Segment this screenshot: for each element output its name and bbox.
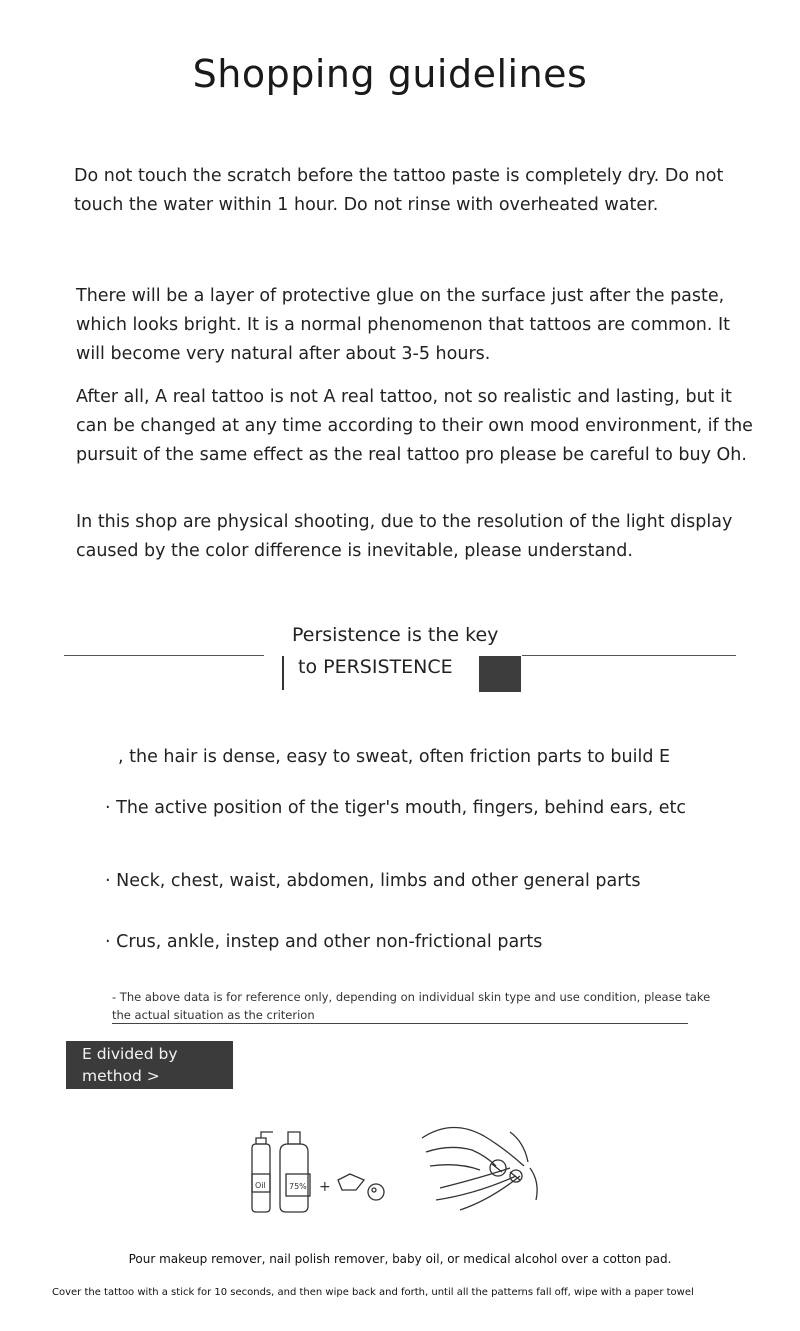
bottle2-label: 75% bbox=[289, 1182, 307, 1191]
removal-illustration bbox=[240, 1118, 560, 1228]
method-button-line2: method > bbox=[82, 1067, 160, 1085]
heading-accent-square bbox=[479, 656, 521, 692]
note-underline bbox=[112, 1023, 688, 1024]
section-heading-line2: to PERSISTENCE bbox=[298, 656, 453, 678]
reference-note: - The above data is for reference only, depending on individual skin type and use condition, please take the actual situation as the criterion bbox=[112, 990, 711, 1022]
section-divider-right bbox=[522, 655, 736, 656]
section-heading-line1: Persistence is the key bbox=[292, 624, 499, 646]
section-divider-left bbox=[64, 655, 264, 656]
heading-accent-bar bbox=[282, 656, 284, 690]
list-item: · Crus, ankle, instep and other non-frictional parts bbox=[105, 932, 543, 952]
paragraph-drying: Do not touch the scratch before the tattoo paste is completely dry. Do not touch the water within 1 hour. Do not rinse with overheated water. bbox=[74, 166, 724, 215]
paragraph-real-tattoo: After all, A real tattoo is not A real tattoo, not so realistic and lasting, but it can be changed at any time according to their own mood environment, if the pursuit of the same effect as the real tattoo pro please be careful to buy Oh. bbox=[76, 387, 753, 465]
list-item: · The active position of the tiger's mouth, fingers, behind ears, etc bbox=[105, 798, 686, 818]
list-item: , the hair is dense, easy to sweat, often friction parts to build E bbox=[118, 747, 671, 767]
method-button-line1: E divided by bbox=[82, 1045, 178, 1063]
cotton-pad-icon bbox=[338, 1174, 384, 1200]
alcohol-bottle-icon bbox=[280, 1132, 310, 1212]
caption-wipe: Cover the tattoo with a stick for 10 seconds, and then wipe back and forth, until all the patterns fall off, wipe with a paper towel bbox=[52, 1287, 694, 1298]
removal-method-button[interactable] bbox=[66, 1041, 233, 1089]
list-item: · Neck, chest, waist, abdomen, limbs and other general parts bbox=[105, 871, 641, 891]
plus-sign: + bbox=[319, 1179, 331, 1195]
oil-bottle-icon bbox=[252, 1132, 273, 1212]
paragraph-color-difference: In this shop are physical shooting, due to the resolution of the light display caused by the color difference is inevitable, please understand. bbox=[76, 512, 733, 561]
paragraph-protective-glue: There will be a layer of protective glue on the surface just after the paste, which looks bright. It is a normal phenomenon that tattoos are common. It will become very natural after about 3-5 hours. bbox=[76, 286, 731, 364]
caption-pour: Pour makeup remover, nail polish remover, baby oil, or medical alcohol over a cotton pad. bbox=[128, 1252, 672, 1266]
bottle1-label: Oil bbox=[255, 1181, 266, 1190]
hand-wiping-icon bbox=[422, 1127, 537, 1210]
page-title: Shopping guidelines bbox=[192, 52, 588, 96]
